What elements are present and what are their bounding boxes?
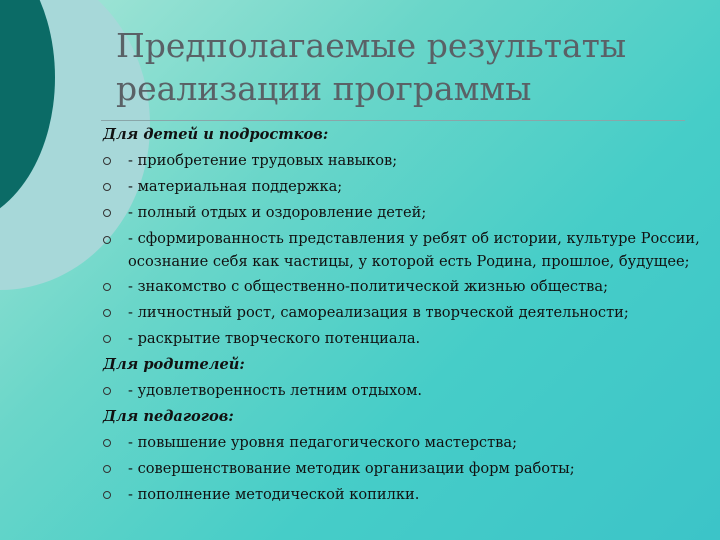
bullet-circle-icon bbox=[103, 309, 111, 317]
list-item: - сформированность представления у ребят об истории, культуре России, осознание себя как частицы, у которой есть Родина, прошлое, будущее; bbox=[103, 226, 703, 274]
list-item: - материальная поддержка; bbox=[103, 174, 703, 200]
title-divider bbox=[101, 120, 685, 121]
bullet-circle-icon bbox=[103, 157, 111, 165]
section-heading-teachers: Для педагогов: bbox=[103, 408, 234, 425]
bullet-circle-icon bbox=[103, 439, 111, 447]
bullet-circle-icon bbox=[103, 183, 111, 191]
section-heading-parents: Для родителей: bbox=[103, 356, 245, 373]
bullet-circle-icon bbox=[103, 283, 111, 291]
list-item: - удовлетворенность летним отдыхом. bbox=[103, 378, 703, 404]
list-item: - пополнение методической копилки. bbox=[103, 482, 703, 508]
bullet-circle-icon bbox=[103, 465, 111, 473]
list-item: - полный отдых и оздоровление детей; bbox=[103, 200, 703, 226]
list-item: - знакомство с общественно-политической жизнью общества; bbox=[103, 274, 703, 300]
bullet-circle-icon bbox=[103, 236, 111, 244]
slide-title-line-1: Предполагаемые результаты bbox=[116, 26, 627, 65]
bullet-circle-icon bbox=[103, 209, 111, 217]
slide-title bbox=[116, 24, 696, 110]
bullet-circle-icon bbox=[103, 491, 111, 499]
list-item: - раскрытие творческого потенциала. bbox=[103, 326, 703, 352]
list-item: - повышение уровня педагогического мастерства; bbox=[103, 430, 703, 456]
bullet-circle-icon bbox=[103, 335, 111, 343]
slide-content bbox=[103, 122, 703, 508]
list-item: - личностный рост, самореализация в творческой деятельности; bbox=[103, 300, 703, 326]
list-item: - приобретение трудовых навыков; bbox=[103, 148, 703, 174]
section-heading-children: Для детей и подростков: bbox=[103, 126, 329, 143]
bullet-circle-icon bbox=[103, 387, 111, 395]
slide-title-line-2: реализации программы bbox=[116, 69, 532, 108]
list-item: - совершенствование методик организации форм работы; bbox=[103, 456, 703, 482]
